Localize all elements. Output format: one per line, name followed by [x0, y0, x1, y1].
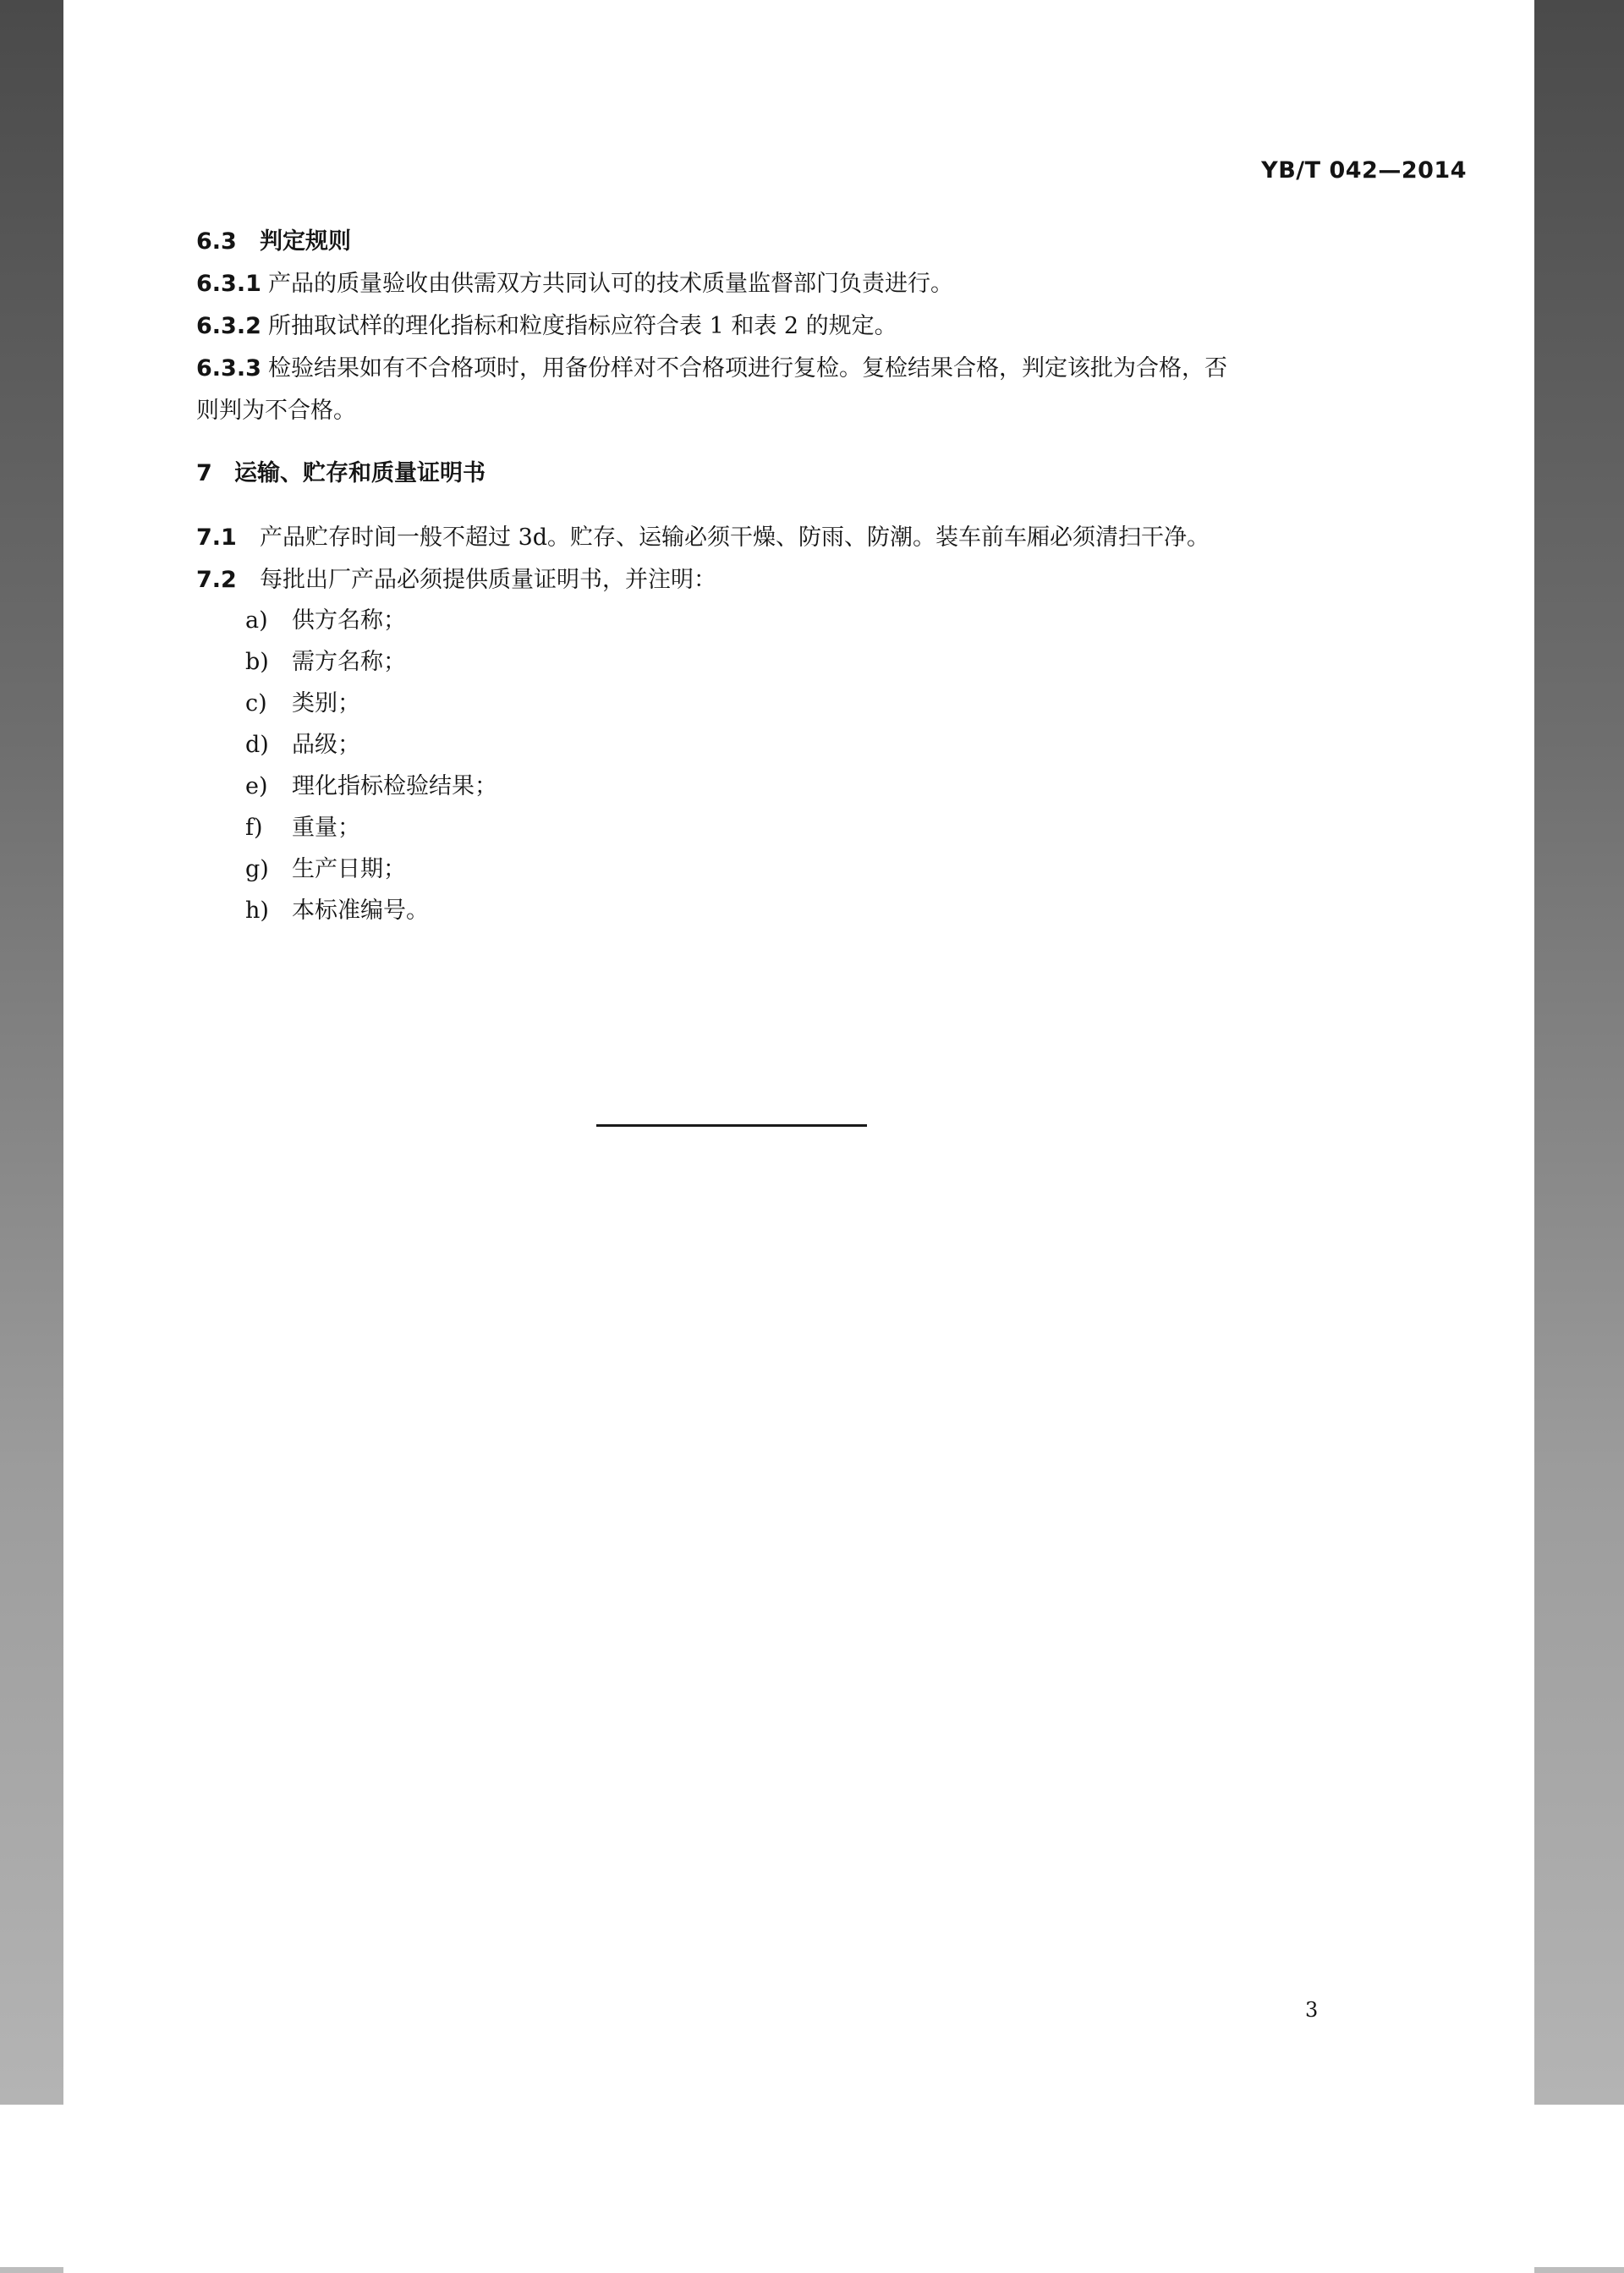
standard-code: YB/T 042—2014: [1261, 157, 1467, 184]
list-text: 生产日期；: [292, 856, 406, 882]
list-item: [245, 647, 406, 678]
section-title: 运输、贮存和质量证明书: [234, 460, 486, 486]
section-6-3-heading: [196, 227, 351, 257]
list-item: [245, 896, 429, 926]
list-text: 品级；: [292, 732, 360, 758]
clause-text: 产品的质量验收由供需双方共同认可的技术质量监督部门负责进行。: [268, 271, 953, 297]
document-page: [63, 0, 1534, 2105]
clause-number: 7.2: [196, 567, 237, 593]
section-number: 7: [196, 460, 212, 486]
bottom-margin: [0, 2105, 1624, 2273]
section-7-heading: [196, 458, 486, 489]
clause-7-2: [196, 565, 716, 596]
section-title: 判定规则: [260, 228, 351, 255]
list-marker: a): [245, 607, 268, 634]
clause-7-1: [196, 523, 1210, 553]
list-marker: c): [245, 690, 267, 716]
list-marker: g): [245, 856, 269, 882]
bottom-scan-edge: [0, 2267, 1624, 2273]
clause-text: 产品贮存时间一般不超过 3d。贮存、运输必须干燥、防雨、防潮。装车前车厢必须清扫干净。: [260, 524, 1210, 551]
list-item: [245, 771, 497, 802]
list-marker: e): [245, 773, 268, 799]
clause-number: 6.3.2: [196, 313, 261, 339]
clause-6-3-3: [196, 354, 1227, 384]
list-text: 理化指标检验结果；: [292, 773, 497, 799]
list-marker: h): [245, 898, 269, 924]
list-item: [245, 854, 406, 885]
left-scan-border: [0, 0, 63, 2105]
right-scan-border: [1534, 0, 1624, 2105]
list-text: 类别；: [292, 690, 360, 716]
page-number: 3: [1305, 1998, 1319, 2022]
list-text: 需方名称；: [292, 649, 406, 675]
clause-number: 6.3.3: [196, 355, 261, 382]
clause-text: 每批出厂产品必须提供质量证明书，并注明：: [260, 567, 716, 593]
clause-number: 6.3.1: [196, 271, 261, 297]
clause-number: 7.1: [196, 524, 237, 551]
list-item: [245, 813, 360, 843]
clause-6-3-3-continuation: 则判为不合格。: [196, 398, 356, 424]
list-text: 本标准编号。: [292, 898, 429, 924]
clause-6-3-2: [196, 311, 897, 342]
list-item: [245, 606, 406, 636]
list-item: [245, 730, 360, 760]
list-text: 重量；: [292, 815, 360, 841]
clause-text: 检验结果如有不合格项时，用备份样对不合格项进行复检。复检结果合格，判定该批为合格，否: [268, 355, 1227, 382]
section-number: 6.3: [196, 228, 237, 255]
list-marker: b): [245, 649, 269, 675]
clause-6-3-1: [196, 269, 953, 299]
end-rule: [596, 1124, 867, 1127]
list-marker: d): [245, 732, 269, 758]
list-text: 供方名称；: [292, 607, 406, 634]
list-marker: f): [245, 815, 263, 841]
clause-text: 所抽取试样的理化指标和粒度指标应符合表 1 和表 2 的规定。: [268, 313, 897, 339]
list-item: [245, 689, 360, 719]
